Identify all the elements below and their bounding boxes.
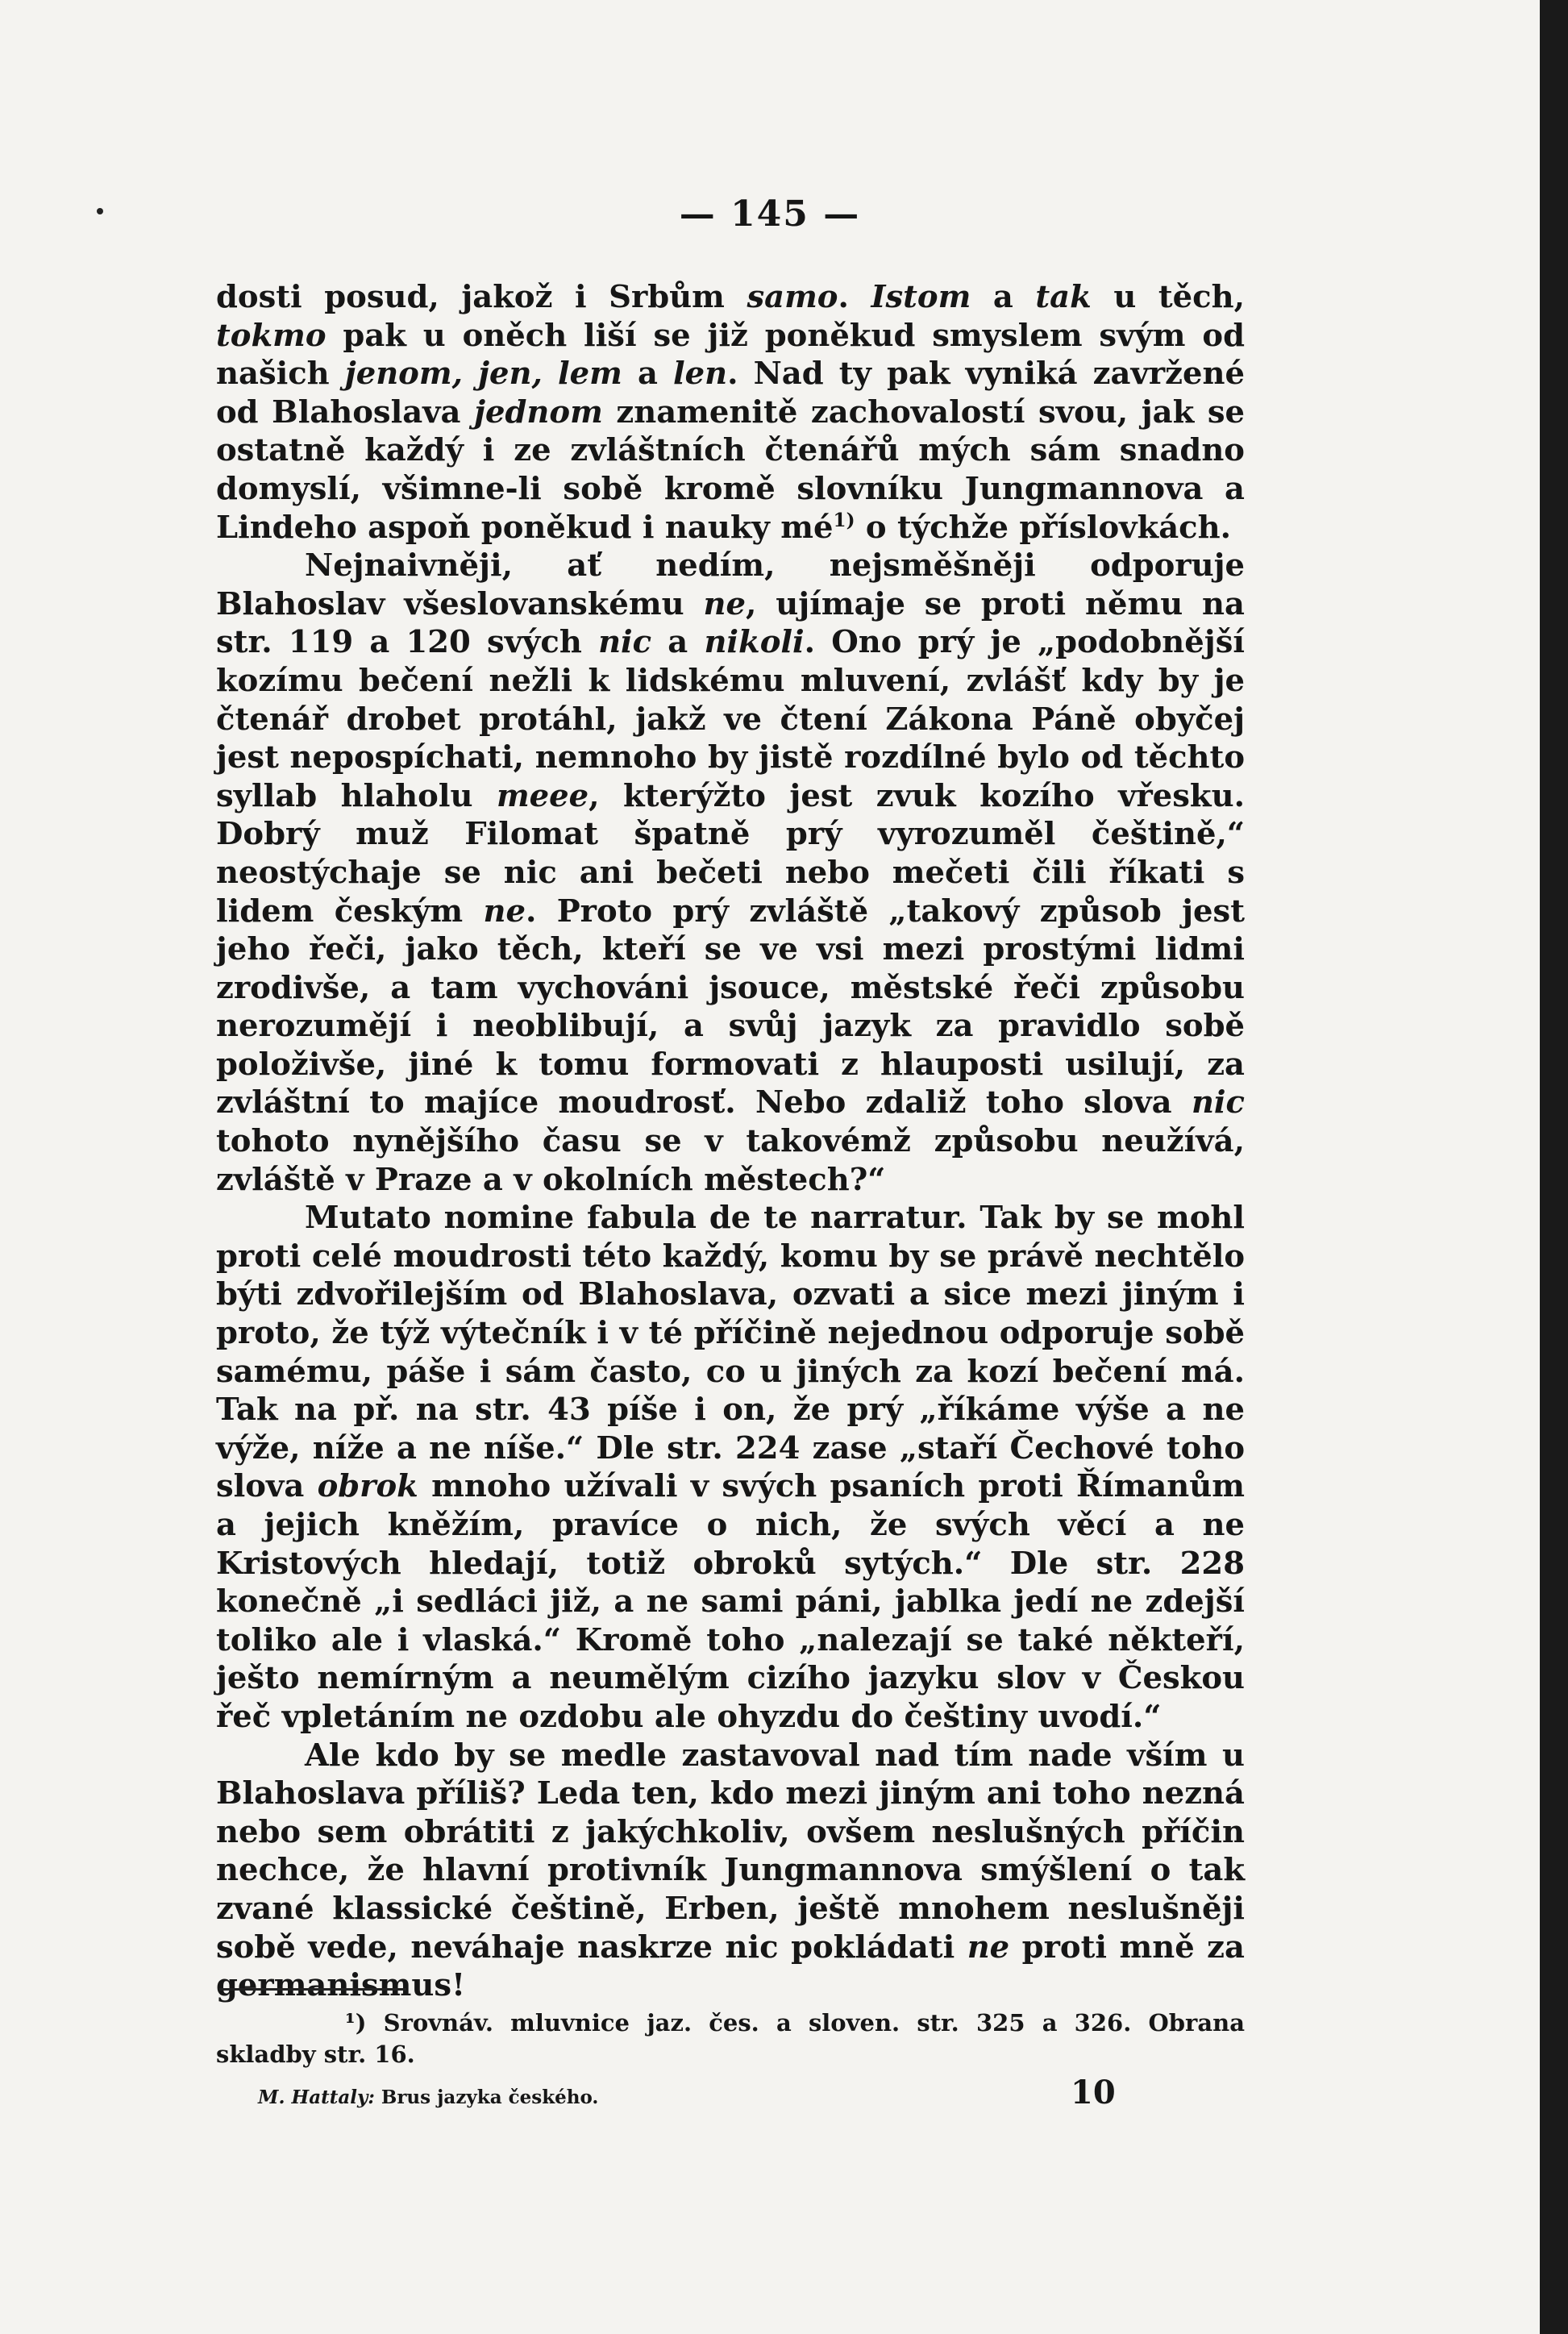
italic-term: Istom — [871, 279, 971, 315]
signature-mark: 10 — [1071, 2074, 1116, 2111]
italic-term: samo — [747, 279, 838, 315]
italic-term: len — [672, 356, 728, 393]
italic-term: tak — [1035, 279, 1092, 315]
italic-term: ne — [483, 892, 526, 930]
italic-term: nic — [598, 624, 652, 661]
italic-term: obrok — [317, 1468, 418, 1505]
italic-term: nikoli — [704, 624, 805, 661]
footnote: ¹) Srovnáv. mluvnice jaz. čes. a sloven. str. 325 a 326. Obrana skladby str. 16. — [216, 2009, 1245, 2068]
italic-term: nic — [1191, 1084, 1245, 1121]
footer-title: Brus jazyka českého. — [381, 2086, 599, 2108]
body-text — [216, 278, 1245, 2005]
footnote-divider — [219, 1988, 406, 1991]
italic-term: meee — [496, 777, 589, 814]
paragraph: Mutato nomine fabula de te narratur. Tak by se mohl proti celé moudrosti této každý, komu by se právě nechtělo býti zdvořilejším od Blahoslava, ozvati a sice mezi jiným i proto, že týž výtečník i v té příčině nejednou odporuje sobě samému, páše i sám často, co u jiných za kozí bečení má. Tak na př. na str. 43 píše i on, že prý „říkáme výše a ne výže, níže a ne níše.“ Dle str. 224 zase „staří Čechové toho slova obrok mnoho užívali v svých psaních proti Římanům a jejich kněžím, pravíce o nich, že svých věcí a ne Kristových hledají, totiž obroků sytých.“ Dle str. 228 konečně „i sedláci již, a ne sami páni, jablka jedí ne zdejší toliko ale i vlaská.“ Kromě toho „nalezají se také někteří, ješto nemírným a neumělým cizího jazyku slov v Českou řeč vpletáním ne ozdobu ale ohyzdu do češtiny uvodí.“ — [216, 1200, 1245, 1735]
paragraph: Ale kdo by se medle zastavoval nad tím nade vším u Blahoslava příliš? Leda ten, kdo mezi jiným ani toho nezná nebo sem obrátiti z jakýchkoliv, ovšem neslušných příčin nechce, že hlavní protivník Jungmannova smýšlení o tak zvané klassické češtině, Erben, ještě mnohem neslušněji sobě vede, neváhaje naskrze nic pokládati ne proti mně za germanismus! — [216, 1737, 1245, 2004]
footnote-ref: 1) — [833, 509, 855, 531]
italic-term: ne — [967, 1928, 1010, 1966]
page-number: — 145 — — [679, 193, 861, 235]
italic-term: jednom — [474, 393, 603, 431]
footer-source — [258, 2086, 598, 2108]
paragraph: Nejnaivněji, ať nedím, nejsměšněji odporuje Blahoslav všeslovanskému ne, ujímaje se proti němu na str. 119 a 120 svých nic a nikoli. Ono prý je „podobnější kozímu bečení nežli k lidskému mluvení, zvlášť kdy by je čtenář drobet protáhl, jakž ve čtení Zákona Páně obyčej jest nepospíchati, nemnoho by jistě rozdílné bylo od těchto syllab hlaholu meee, kterýžto jest zvuk kozího vřesku. Dobrý muž Filomat špatně prý vyrozuměl češtině,“ neostýchaje se nic ani bečeti nebo mečeti čili říkati s lidem českým ne. Proto prý zvláště „takový způsob jest jeho řeči, jako těch, kteří se ve vsi mezi prostými lidmi zrodivše, a tam vychováni jsouce, městské řeči způsobu nerozumějí i neoblibují, a svůj jazyk za pravidlo sobě položivše, jiné k tomu formovati z hlauposti usilují, za zvláštní to majíce moudrosť. Nebo zdaliž toho slova nic tohoto nynějšího času se v takovémž způsobu neužívá, zvláště v Praze a v okolních městech?“ — [216, 547, 1245, 1198]
italic-term: jenom, jen, lem — [344, 356, 622, 393]
footer-author: M. Hattaly: — [258, 2086, 375, 2108]
italic-term: tokmo — [216, 317, 326, 354]
italic-term: ne — [703, 585, 747, 622]
paragraph: dosti posud, jakož i Srbům samo. Istom a tak u těch, tokmo pak u oněch liší se již poněkud smyslem svým od našich jenom, jen, lem a len. Nad ty pak vyniká zavržené od Blahoslava jednom znamenitě zachovalostí svou, jak se ostatně každý i ze zvláštních čtenářů mých sám snadno domyslí, všimne-li sobě kromě slovníku Jungmannova a Lindeho aspoň poněkud i nauky $mé^{1)}$ o týchže příslovkách. — [216, 279, 1245, 546]
